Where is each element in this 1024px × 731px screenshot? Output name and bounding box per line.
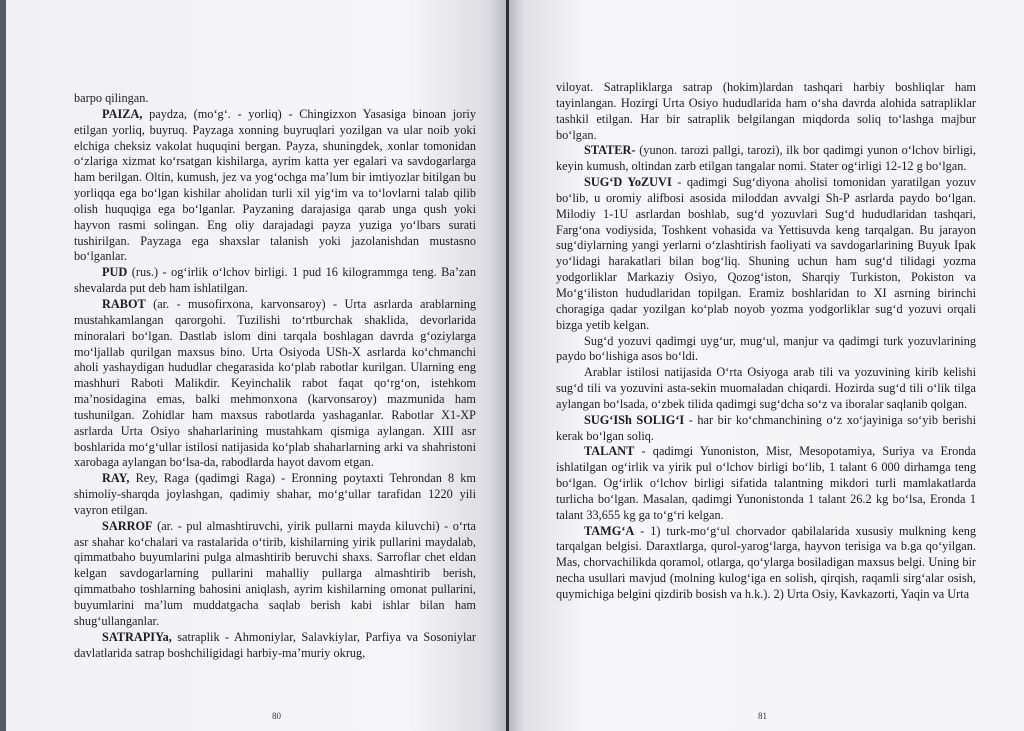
paragraph: barpo qilingan. (74, 91, 149, 105)
paragraph: RAY, Rey, Raga (qadimgi Raga) - Eronning poytaxti Tehrondan 8 km shimoliy-sharqda joylashgan, qadimiy shahar, mo‘g‘ullar tarafidan 1220 yili vayron etilgan. (74, 471, 476, 517)
left-page-text (74, 91, 476, 661)
entry-term: TALANT (584, 444, 635, 459)
paragraph: viloyat. Satrapliklarga satrap (hokim)lardan tashqari harbiy boshliqlar ham tayinlangan. Hozirgi Urta Osiyo hududlarida ham o‘sha davrda alohida satrapliklar tashkil etilgan. Har bir satraplik belgilangan miqdorda soliq to‘lashga majbur bo‘lgan. (556, 80, 976, 142)
paragraph: TAMG‘A - 1) turk-mo‘g‘ul chorvador qabilalarida xususiy mulkning keng tarqalgan belgisi. Daraxtlarga, qurol-yarog‘larga, hayvon terisiga va b.ga qo‘yilgan. Mas, chorvachilikda qoramol, otlarga, qo‘ylarga bosiladigan maxsus belgi. Uning bir necha usullari mavjud (molning kulog‘iga en solish, qirqish, raqamli sirg‘alar osish, quymichiga belgini qizdirib bosish va h.k.). 2) Urta Osiy, Kavkazorti, Yaqin va Urta (556, 523, 976, 601)
entry-term: SUG‘ISh SOLIG‘I (584, 412, 685, 427)
right-page-text (556, 80, 976, 603)
right-page (509, 0, 1024, 731)
paragraph: SUG‘D YoZUVI - qadimgi Sug‘diyona aholisi tomonidan yaratilgan yozuv bo‘lib, u oromiy alifbosi asosida miloddan avvalgi Sh-P asrlarda paydo bo‘lgan. Milodiy 1-1U asrlardan boshlab, sug‘d yozuvlari Sug‘d hududlaridan tashqari, Farg‘ona vodiysida, Toshkent vohasida va Yettisuvda keng tarqalgan. Bu jarayon sug‘diylarning yangi yerlarni o‘zlashtirish faoliyati va savdogarlarining Buyuk Ipak yo‘lidagi harakatlari bilan bog‘liq. Shuning uchun ham sug‘d tilidagi yozma yodgorliklar Markaziy Osiyo, Qozog‘iston, Sharqiy Turkiston, Pokiston va Mo‘g‘iliston hududlaridan topilgan. Eramiz boshlaridan to XI asrning birinchi choragiga qadar yozilgan ko‘plab noyob yozma yodgorliklar sug‘d yozuvi orqali bizga yetib kelgan. (556, 175, 977, 332)
entry-term: SUG‘D YoZUVI (584, 175, 672, 190)
entry-term: SATRAPIYa, (102, 629, 172, 644)
page-number: 81 (758, 711, 767, 721)
entry-term: RABOT (102, 296, 146, 311)
paragraph: SATRAPIYa, satraplik - Ahmoniylar, Salavkiylar, Parfiya va Sosoniylar davlatlarida satrap boshchiligidagi harbiy-ma’muriy okrug, (74, 629, 476, 660)
entry-term: PAIZA, (102, 106, 143, 121)
entry-term: SARROF (102, 518, 153, 533)
page-number: 80 (272, 711, 281, 721)
paragraph: Sug‘d yozuvi qadimgi uyg‘ur, mug‘ul, manjur va qadimgi turk yozuvlarining paydo bo‘lishiga asos bo‘ldi. (556, 333, 976, 364)
paragraph: SUG‘ISh SOLIG‘I - har bir ko‘chmanchining o‘z xo‘jayiniga so‘yib berishi kerak bo‘lgan soliq. (556, 412, 976, 443)
entry-term: TAMG‘A (584, 523, 635, 538)
paragraph: Arablar istilosi natijasida O‘rta Osiyoga arab tili va yozuvining kirib kelishi sug‘d tili va yozuvini asta-sekin muomaladan chiqardi. Hozirda sug‘d tili o‘lik tilga aylangan bo‘lsada, o‘zbek tilida qadimgi sug‘dcha so‘z va iboralar saqlanib qolgan. (556, 365, 976, 411)
paragraph: RABOT (ar. - musofirxona, karvonsaroy) - Urta asrlarda arablarning mustahkamlangan qarorgohi. Tuzilishi to‘rtburchak shaklida, devorlarida minoralari bo‘lgan. Dastlab islom dini tarqala boshlagan davrda g‘oziylarga mo‘ljallab qurilgan maxsus bino. Urta Osiyoda USh-X asrlarda ko‘chmanchi aholi yashaydigan hududlar chegarasida ko‘plab rabotlar kurilgan. Ularning eng mashhuri Raboti Malikdir. Keyinchalik rabot faqat qo‘rg‘on, istehkom ma’nosidagina emas, balki mehmonxona (karvonsaroy) mazmunida ham tushunilgan. Zohidlar ham maxsus rabotlarda yashaganlar. Rabotlar X1-XP asrlarda Urta Osiyo shaharlarining mustahkam qismiga aylangan. XIII asr boshlarida mo‘g‘ullar istilosi natijasida ko‘plab shaharlarning arki va shahristoni xarobaga aylangan bo‘lsa-da, rabodlarda hayot davom etgan. (74, 296, 476, 470)
left-page (0, 0, 508, 731)
entry-term: PUD (102, 265, 128, 280)
paragraph: PUD (rus.) - og‘irlik o‘lchov birligi. 1 pud 16 kilogrammga teng. Ba’zan shevalarda put deb ham ishlatilgan. (74, 265, 476, 296)
paragraph: TALANT - qadimgi Yunoniston, Misr, Mesopotamiya, Suriya va Eronda ishlatilgan og‘irlik va yirik pul o‘lchov birligi bo‘lib, 1 talant 6 000 dirhamga teng bo‘lgan. Og‘irlik o‘lchov birligi sifatida talantning mikdori turli mamlakatlarda turlicha bo‘lgan. Masalan, qadimgi Yunonistonda 1 talant 26.2 kg bo‘lsa, Eronda 1 talant 33,655 kg ga to‘g‘ri kelgan. (556, 444, 976, 522)
paragraph: PAIZA, paydza, (mo‘g‘. - yorliq) - Chingizxon Yasasiga binoan joriy etilgan yorliq, buyruq. Payzaga xonning buyruqlari yozilgan va ular noib yoki elchiga cheksiz vakolat huquqini bergan. Payza, shuningdek, xonlar tomonidan o‘zlariga xizmat ko‘rsatgan kishilarga, ayrim katta yer egalari va savdogarlarga ham berilgan. Oltin, kumush, jez va yog‘ochga ma’lum bir imtiyozlar bitilgan bu yorliqqa ega bo‘lgan kishilar aholidan turli xil yig‘im va to‘lovlarni talab qilib olish huquqiga ega bo‘lganlar. Payzaning darajasiga qarab unga qush yoki hayvon rasmi solingan. Eng oliy darajadagi payza yuziga yo‘lbars surati tushirilgan. Payzaga ega shaxslar talanish yoki jazolanishdan mustasno bo‘lganlar. (74, 106, 476, 264)
paragraph: SARROF (ar. - pul almashtiruvchi, yirik pullarni mayda kiluvchi) - o‘rta asr shahar ko‘chalari va rastalarida o‘tirib, kishilarning yirik pullarini maydalab, qimmatbaho buyumlarini pulga almashtirib beruvchi shaxs. Sarroflar chet eldan kelgan savdogarlarning pullarini mahalliy pullarga almashtirib berish, qimmatbaho toshlarning bahosini aniqlash, ayrim kishilarning omonat pullarini, buyumlarini ma’lum muddatgacha saqlab berish kabi ishlar bilan ham shug‘ullanganlar. (74, 518, 476, 628)
paragraph: STATER- (yunon. tarozi pallgi, tarozi), ilk bor qadimgi yunon o‘lchov birligi, keyin kumush, oltindan zarb etilgan tangalar nomi. Stater og‘irligi 12-12 g bo‘lgan. (556, 143, 976, 174)
entry-term: STATER- (584, 143, 636, 158)
entry-term: RAY, (102, 471, 130, 486)
